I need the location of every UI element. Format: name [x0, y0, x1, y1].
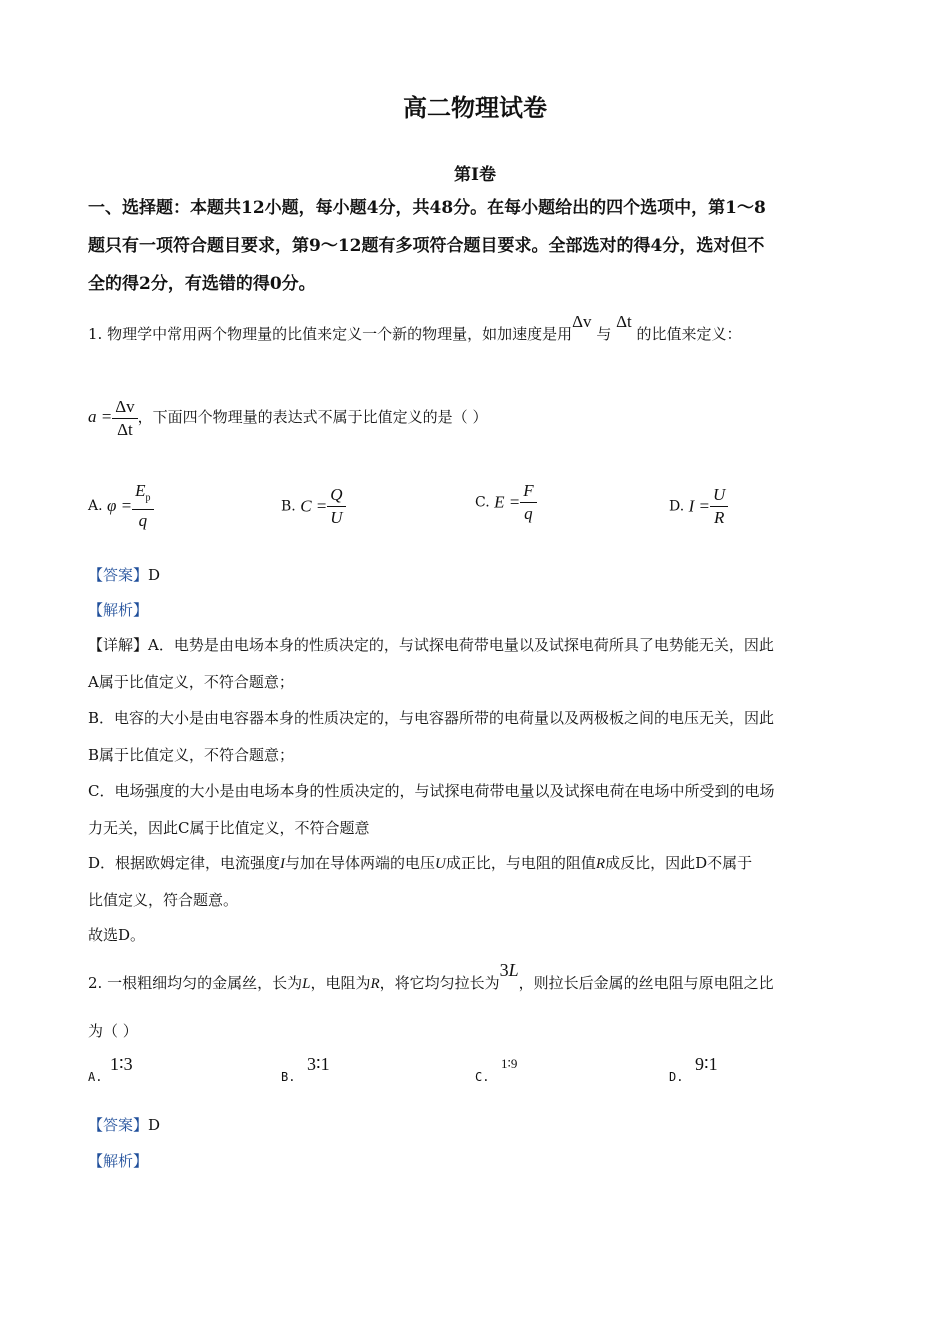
q1-option-c-fraction: $\frac{F}{q}$ [520, 480, 536, 525]
q1-stem-start: 1. 物理学中常用两个物理量的比值来定义一个新的物理量，如加速度是用 [88, 325, 573, 343]
q1-detail-line-6: 力无关，因此C属于比值定义，不符合题意 [88, 819, 370, 837]
volume-heading: 第Ⅰ卷 [454, 165, 496, 185]
page-title: 高二物理试卷 [403, 93, 547, 122]
q1-detail-line-1: 【详解】A．电势是由电场本身的性质决定的，与试探电荷带电量以及试探电荷所具了电势能无关，因此 [88, 636, 774, 654]
q1-option-a-fraction: $\frac{E_p}{q}$ [132, 480, 153, 532]
q2-stretch-length: 3L [499, 960, 519, 980]
q2-answer-tag: 【答案】 [88, 1116, 149, 1134]
section-instructions-line-3: 全的得2分，有选错的得0分。 [88, 274, 316, 294]
q1-detail-line-2: A属于比值定义，不符合题意； [88, 673, 294, 691]
q1-detail-line-7: D．根据欧姆定律，电流强度I与加在导体两端的电压U成正比，与电阻的阻值R成反比，因此D不属于 [88, 854, 753, 872]
q1-detail-line-3: B．电容的大小是由电容器本身的性质决定的，与电容器所带的电荷量以及两极板之间的电压无关，因此 [88, 709, 775, 727]
q2-option-b: B. 3∶1 [281, 1054, 330, 1084]
q2-analysis-tag: 【解析】 [88, 1152, 149, 1170]
q1-stem-end: 的比值来定义： [636, 325, 742, 343]
q2-stem: 2. 一根粗细均匀的金属丝，长为L，电阻为R，将它均匀拉长为3L，则拉长后金属的丝电阻与原电阻之比 [88, 960, 774, 992]
q1-option-d-fraction: $\frac{U}{R}$ [710, 484, 728, 529]
q1-detail-line-4: B属于比值定义，不符合题意； [88, 746, 295, 764]
q2-answer [88, 1115, 160, 1135]
q1-delta-v: Δv [572, 312, 592, 331]
q2-option-c: C. 1∶9 [475, 1056, 518, 1084]
q2-option-a: A. 1∶3 [88, 1054, 133, 1084]
q1-answer-value: D [148, 566, 161, 584]
q1-option-b-fraction: $\frac{Q}{U}$ [327, 484, 345, 529]
q1-analysis-tag: 【解析】 [88, 601, 149, 619]
q1-stem-mid: 与 [596, 325, 612, 343]
q1-stem [88, 312, 742, 344]
q2-answer-value: D [148, 1116, 161, 1134]
q1-option-b: B. C = $\frac{Q}{U}$ [281, 484, 346, 529]
q1-answer [88, 565, 160, 585]
q1-formula-fraction: $\frac{\Delta v}{\Delta t}$ [112, 396, 137, 441]
q1-delta-t: Δt [616, 312, 632, 331]
q1-answer-tag: 【答案】 [88, 566, 149, 584]
q1-detail-tag: 【详解】 [88, 636, 149, 654]
q1-detail-line-8: 比值定义，符合题意。 [88, 891, 239, 909]
q2-option-d: D. 9∶1 [669, 1054, 718, 1084]
section-instructions-line-1: 一、选择题：本题共12小题，每小题4分，共48分。在每小题给出的四个选项中，第1～8 [88, 198, 766, 218]
q1-detail-line-5: C．电场强度的大小是由电场本身的性质决定的，与试探电荷带电量以及试探电荷在电场中所受到的电场 [88, 782, 775, 800]
section-instructions-line-2: 题只有一项符合题目要求，第9～12题有多项符合题目要求。全部选对的得4分，选对但不 [88, 236, 765, 256]
q1-formula-line [88, 394, 487, 441]
q1-conclusion: 故选D。 [88, 926, 146, 944]
q1-formula-lhs: a = [88, 407, 113, 426]
q1-option-c: C. E = $\frac{F}{q}$ [475, 480, 537, 525]
q1-stem-tail: ，下面四个物理量的表达式不属于比值定义的是（ ） [137, 408, 488, 426]
q1-option-a: A. φ = $\frac{E_p}{q}$ [88, 480, 154, 532]
q1-option-d: D. I = $\frac{U}{R}$ [669, 484, 728, 529]
q2-stem-end: 为（ ） [88, 1022, 138, 1040]
